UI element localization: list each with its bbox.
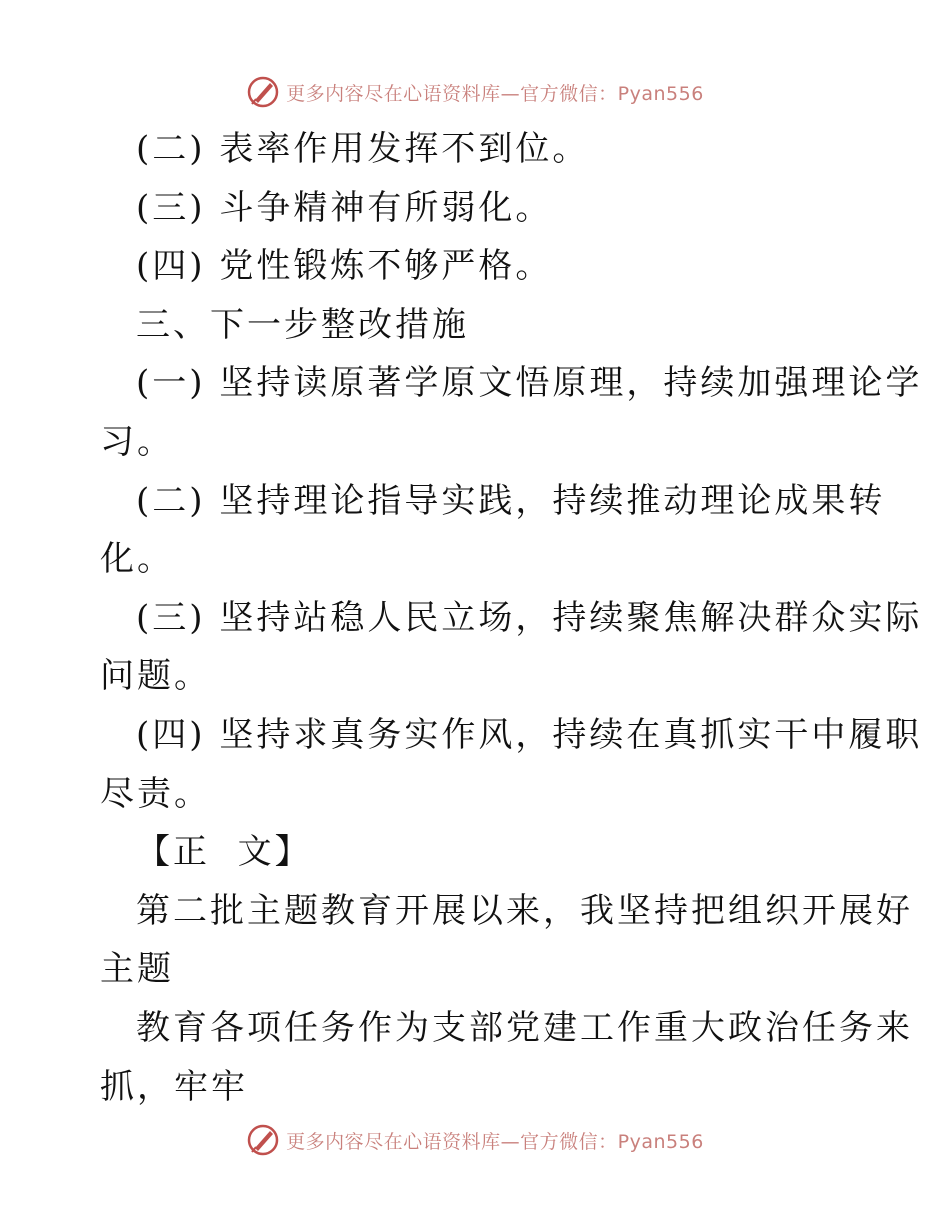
text-line: 化。 bbox=[100, 539, 174, 580]
body-heading: 【正 文】 bbox=[136, 832, 312, 873]
text-line: (三) 斗争精神有所弱化。 bbox=[136, 187, 553, 228]
text-line: 教育各项任务作为支部党建工作重大政治任务来 bbox=[136, 1007, 913, 1048]
text-line: (一) 坚持读原著学原文悟原理，持续加强理论学 bbox=[136, 363, 923, 404]
quill-pen-logo-icon bbox=[246, 75, 280, 109]
text-line: 尽责。 bbox=[100, 773, 211, 814]
text-line: (二) 坚持理论指导实践，持续推动理论成果转 bbox=[136, 480, 886, 521]
text-line: (四) 党性锻炼不够严格。 bbox=[136, 246, 553, 287]
watermark-text: 更多内容尽在心语资料库—官方微信：Pyan556 bbox=[286, 1130, 704, 1153]
section-heading: 三、下一步整改措施 bbox=[136, 304, 469, 345]
watermark-text: 更多内容尽在心语资料库—官方微信：Pyan556 bbox=[286, 82, 704, 105]
text-line: 问题。 bbox=[100, 656, 211, 697]
document-body bbox=[100, 120, 923, 1116]
text-line: (二) 表率作用发挥不到位。 bbox=[136, 129, 590, 169]
text-line: 抓，牢牢 bbox=[100, 1066, 248, 1107]
text-line: 习。 bbox=[100, 421, 174, 462]
header-watermark bbox=[0, 72, 950, 112]
text-line: 第二批主题教育开展以来，我坚持把组织开展好 bbox=[136, 890, 913, 931]
text-line: 主题 bbox=[100, 949, 174, 990]
text-line: (三) 坚持站稳人民立场，持续聚焦解决群众实际 bbox=[136, 597, 923, 638]
text-line: (四) 坚持求真务实作风，持续在真抓实干中履职 bbox=[136, 714, 923, 755]
quill-pen-logo-icon bbox=[246, 1123, 280, 1157]
footer-watermark bbox=[0, 1120, 950, 1160]
